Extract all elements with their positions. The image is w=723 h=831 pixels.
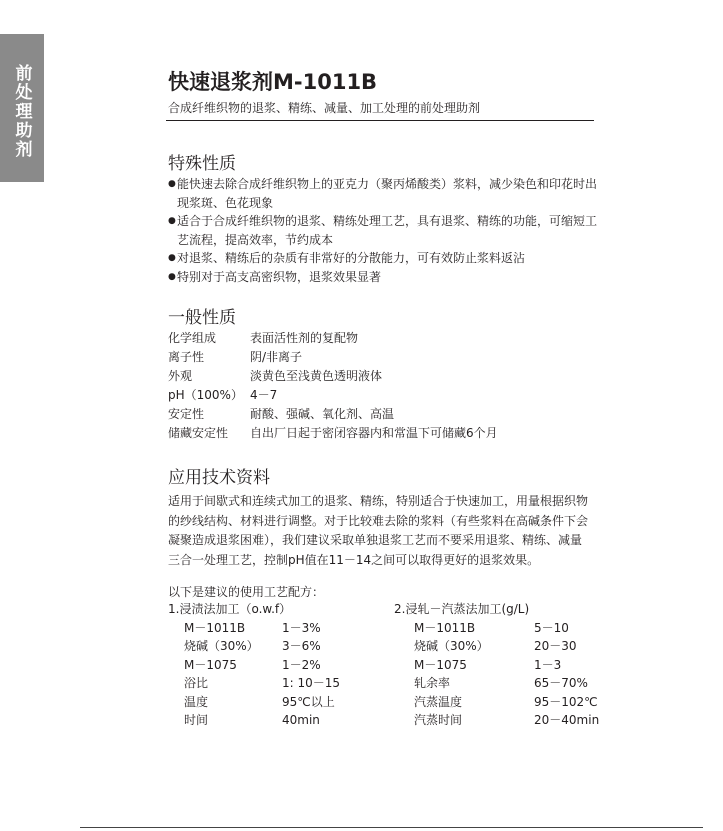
property-key: 化学组成 bbox=[168, 331, 217, 345]
recipe-row bbox=[394, 711, 599, 729]
recipe-row bbox=[168, 656, 340, 674]
recipe-key: M－1011B bbox=[414, 621, 476, 635]
recipe-value: 20－30 bbox=[534, 639, 577, 654]
property-value: 自出厂日起于密闭容器内和常温下可储藏6个月 bbox=[250, 426, 498, 440]
bullet-icon: ● bbox=[168, 216, 176, 226]
product-subtitle: 合成纤维织物的退浆、精练、减量、加工处理的前处理助剂 bbox=[168, 101, 481, 115]
property-row bbox=[168, 386, 498, 405]
feature-text: 适合于合成纤维织物的退浆、精练处理工艺，具有退浆、精练的功能，可缩短工艺流程，提高效率，节约成本 bbox=[177, 214, 598, 247]
recipe-row bbox=[168, 693, 340, 711]
recipe-key: M－1075 bbox=[414, 657, 467, 672]
side-tab-label: 前处理助剂 bbox=[11, 64, 32, 159]
property-value: 4－7 bbox=[250, 388, 278, 402]
recipe-key: 浴比 bbox=[184, 676, 209, 691]
recipe-value: 1－3 bbox=[534, 657, 562, 672]
recipe-key: 烧碱（30%） bbox=[184, 639, 259, 654]
property-key: 安定性 bbox=[168, 407, 205, 421]
paragraph-line: 三合一处理工艺，控制pH值在11－14之间可以取得更好的退浆效果。 bbox=[168, 552, 540, 567]
property-row bbox=[168, 405, 498, 424]
features-heading: 特殊性质 bbox=[168, 154, 236, 174]
product-title: 快速退浆剂M-1011B bbox=[168, 70, 378, 94]
paragraph-line: 凝聚造成退浆困难），我们建议采取单独退浆工艺而不要采用退浆、精练、减量 bbox=[168, 533, 583, 547]
property-row bbox=[168, 348, 498, 367]
recipe-value: 3－6% bbox=[282, 639, 321, 654]
property-value: 耐酸、强碱、氧化剂、高温 bbox=[250, 407, 395, 421]
recipe-value: 65－70% bbox=[534, 676, 588, 691]
recipe-row bbox=[168, 619, 340, 637]
paragraph-line: 的纱线结构、材料进行调整。对于比较难去除的浆料（有些浆料在高碱条件下会 bbox=[168, 513, 589, 528]
method-2-title: 2.浸轧－汽蒸法加工(g/L) bbox=[394, 602, 530, 616]
recipe-row bbox=[394, 693, 599, 711]
recipe-key: 温度 bbox=[184, 694, 209, 709]
method-1-title: 1.浸渍法加工（o.w.f） bbox=[168, 602, 292, 616]
property-key: 储藏安定性 bbox=[168, 426, 229, 440]
recipe-intro: 以下是建议的使用工艺配方： bbox=[168, 585, 325, 599]
feature-text: 特别对于高支高密织物，退浆效果显著 bbox=[177, 269, 382, 284]
feature-item bbox=[168, 268, 598, 287]
recipe-row bbox=[394, 619, 599, 637]
recipe-key: 轧余率 bbox=[414, 676, 451, 691]
title-divider bbox=[166, 120, 594, 121]
property-row bbox=[168, 329, 498, 348]
recipe-value: 40min bbox=[282, 712, 320, 727]
method-2-table bbox=[394, 600, 599, 729]
recipe-value: 20－40min bbox=[534, 712, 600, 727]
paragraph-line: 适用于间歇式和连续式加工的退浆、精练，特别适合于快速加工，用量根据织物 bbox=[168, 494, 589, 508]
feature-item bbox=[168, 175, 598, 212]
recipe-value: 1－3% bbox=[282, 621, 321, 635]
recipe-key: M－1011B bbox=[184, 621, 246, 635]
recipe-row bbox=[168, 674, 340, 692]
bullet-icon: ● bbox=[168, 271, 176, 282]
property-value: 淡黄色至浅黄色透明液体 bbox=[250, 369, 383, 383]
footer-divider bbox=[80, 827, 703, 828]
property-row bbox=[168, 367, 498, 386]
general-heading: 一般性质 bbox=[168, 308, 236, 328]
method-1-table bbox=[168, 600, 340, 729]
recipe-key: M－1075 bbox=[184, 657, 237, 672]
recipe-row bbox=[394, 656, 599, 674]
feature-text: 对退浆、精练后的杂质有非常好的分散能力，可有效防止浆料返沾 bbox=[177, 251, 526, 265]
property-key: 离子性 bbox=[168, 350, 205, 364]
general-properties-table bbox=[168, 329, 498, 443]
recipe-key: 汽蒸时间 bbox=[414, 712, 463, 727]
property-key: pH（100%） bbox=[168, 388, 243, 402]
recipe-row bbox=[168, 711, 340, 729]
feature-item bbox=[168, 212, 598, 249]
recipe-value: 95℃以上 bbox=[282, 694, 335, 709]
recipe-row bbox=[394, 674, 599, 692]
recipe-key: 汽蒸温度 bbox=[414, 694, 463, 709]
property-value: 阴/非离子 bbox=[250, 350, 303, 364]
recipe-key: 烧碱（30%） bbox=[414, 639, 489, 654]
property-row bbox=[168, 424, 498, 443]
recipe-value: 1: 10－15 bbox=[282, 676, 341, 691]
recipe-row bbox=[394, 637, 599, 655]
recipe-value: 1－2% bbox=[282, 657, 321, 672]
feature-text: 能快速去除合成纤维织物上的亚克力（聚丙烯酸类）浆料，减少染色和印花时出现浆斑、色花现象 bbox=[177, 177, 598, 210]
property-value: 表面活性剂的复配物 bbox=[250, 331, 359, 345]
bullet-icon: ● bbox=[168, 253, 176, 263]
features-list bbox=[168, 175, 598, 286]
property-key: 外观 bbox=[168, 369, 193, 383]
application-paragraph bbox=[168, 492, 600, 570]
application-heading: 应用技术资料 bbox=[168, 468, 270, 488]
recipe-key: 时间 bbox=[184, 712, 209, 727]
feature-item bbox=[168, 249, 598, 268]
recipe-value: 95－102℃ bbox=[534, 694, 598, 709]
recipe-value: 5－10 bbox=[534, 621, 569, 635]
side-category-tab bbox=[0, 34, 44, 182]
bullet-icon: ● bbox=[168, 179, 176, 189]
recipe-row bbox=[168, 637, 340, 655]
